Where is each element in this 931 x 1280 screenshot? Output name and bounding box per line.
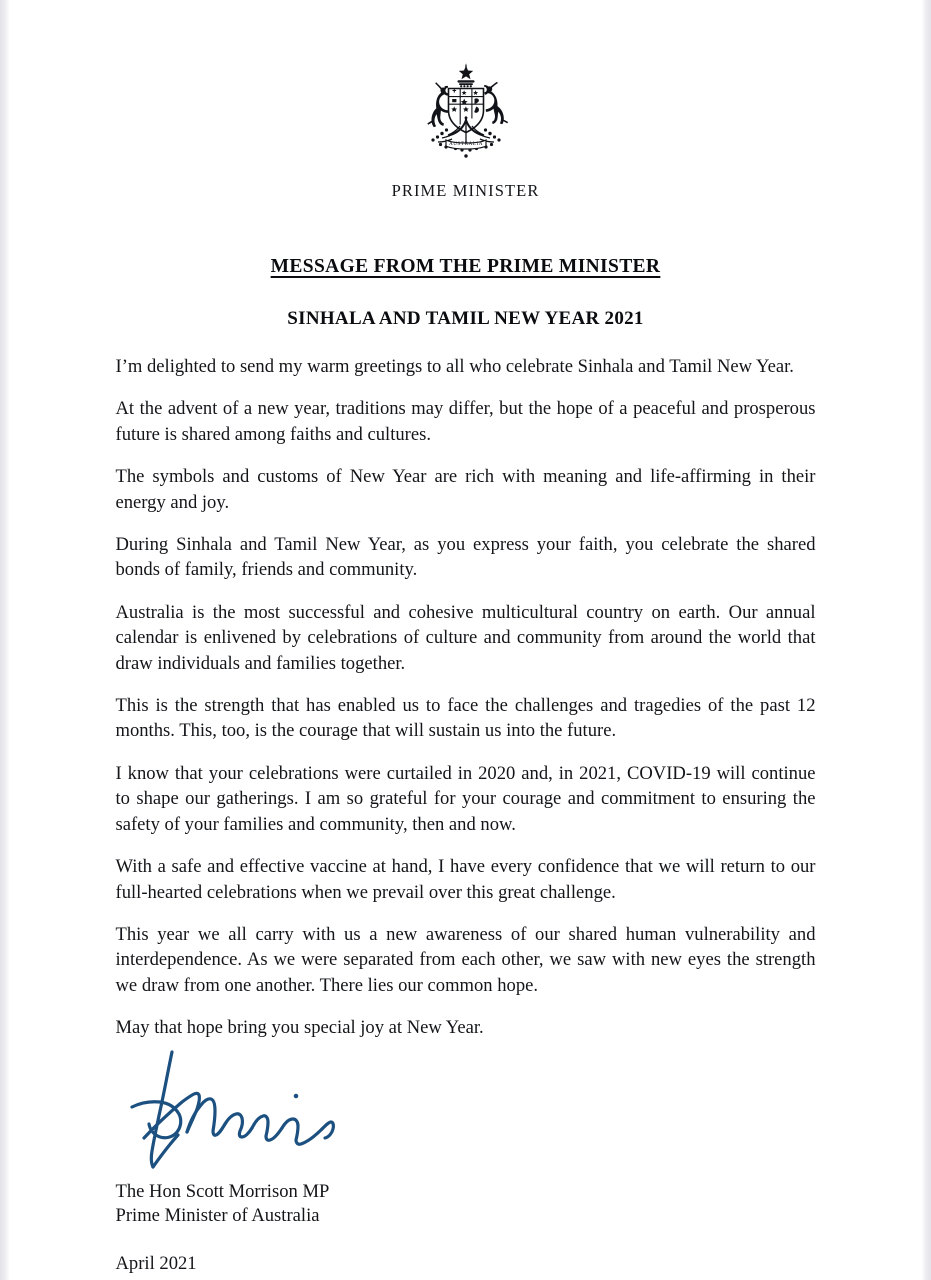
letter-page <box>9 0 922 1280</box>
document-title: MESSAGE FROM THE PRIME MINISTER <box>270 256 661 277</box>
document-subtitle: SINHALA AND TAMIL NEW YEAR 2021 <box>287 308 644 329</box>
signatory-role: Prime Minister of Australia <box>115 1204 320 1226</box>
body-paragraph: This is the strength that has enabled us to face the challenges and tragedies of the past 12 months. This, too, is the courage that will sustain us into the future. <box>115 695 816 742</box>
body-paragraph: May that hope bring you special joy at New Year. <box>115 1017 484 1039</box>
letterhead-dept-line: PRIME MINISTER <box>391 181 540 200</box>
australian-coat-of-arms-icon <box>402 60 530 164</box>
body-paragraph: I’m delighted to send my warm greetings to all who celebrate Sinhala and Tamil New Year. <box>115 356 794 377</box>
body-paragraph: Australia is the most successful and cohesive multicultural country on earth. Our annual calendar is enlivened by celebrations of culture and community from around the world that draw individuals and families together. <box>115 601 816 674</box>
body-paragraph: At the advent of a new year, traditions may differ, but the hope of a peaceful and prosperous future is shared among faiths and cultures. <box>115 398 816 445</box>
body-paragraph: With a safe and effective vaccine at hand, I have every confidence that we will return to our full-hearted celebrations when we prevail over this great challenge. <box>115 856 816 903</box>
crest-motto-text: AUSTRALIA <box>448 141 483 148</box>
handwritten-signature-icon <box>124 1045 374 1180</box>
page-edge-shadow-left <box>0 0 9 1280</box>
letter-date: April 2021 <box>115 1252 197 1274</box>
letterhead <box>9 0 922 201</box>
body-paragraph: During Sinhala and Tamil New Year, as you express your faith, you celebrate the shared bonds of family, friends and community. <box>115 534 816 581</box>
body-paragraph: The symbols and customs of New Year are rich with meaning and life-affirming in their energy and joy. <box>115 466 816 513</box>
page-edge-shadow-right <box>922 0 931 1280</box>
signature-block <box>116 1041 816 1276</box>
body-paragraph: I know that your celebrations were curtailed in 2020 and, in 2021, COVID-19 will continue to shape our gatherings. I am so grateful for your courage and commitment to ensuring the safety of your families and community, then and now. <box>115 762 816 835</box>
signature-dot <box>293 1093 298 1098</box>
signatory-name: The Hon Scott Morrison MP <box>115 1180 330 1202</box>
letter-body <box>116 330 816 1041</box>
body-paragraph: This year we all carry with us a new awareness of our shared human vulnerability and interdependence. As we were separated from each other, we saw with new eyes the strength we draw from one another. There lies our common hope. <box>115 923 816 996</box>
